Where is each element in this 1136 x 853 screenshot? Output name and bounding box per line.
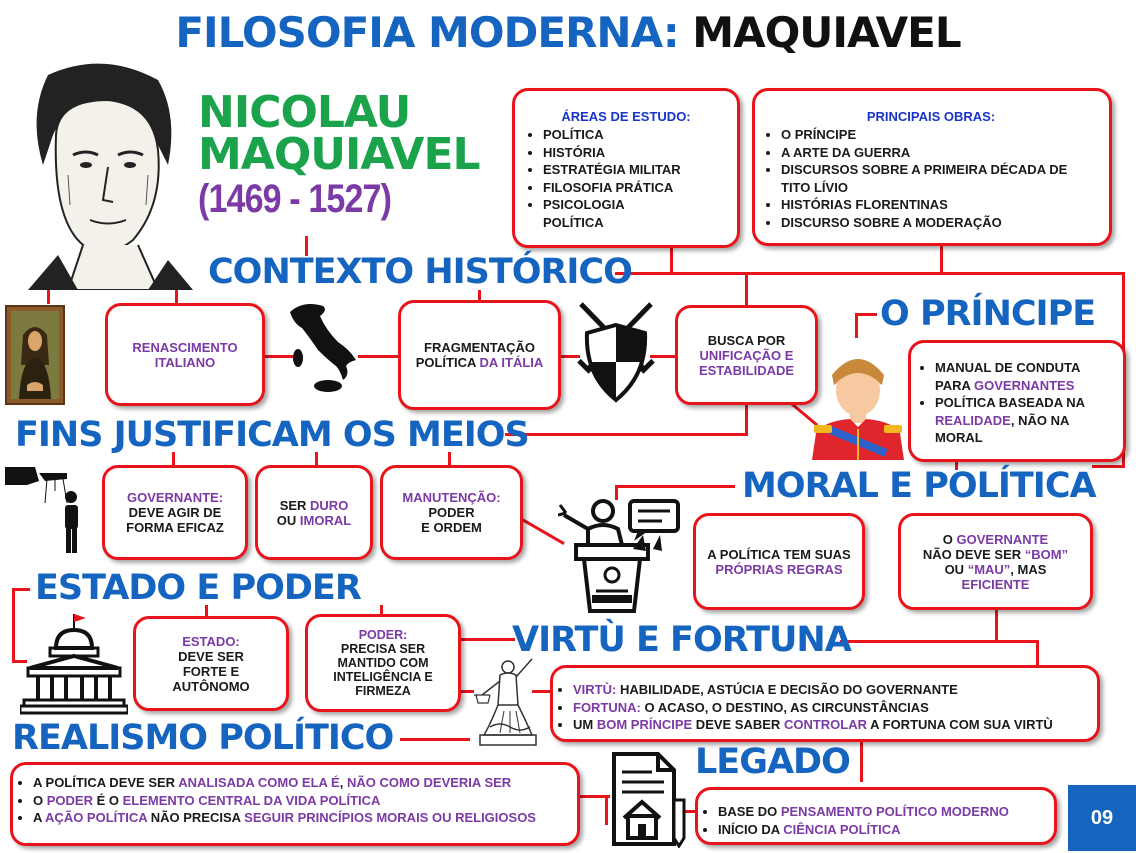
moral-heading: MORAL E POLÍTICA (742, 466, 1096, 506)
ser-duro-b: DURO (310, 497, 349, 513)
list-item (718, 803, 1046, 821)
legado-item2-b: CIÊNCIA POLÍTICA (783, 821, 901, 837)
italy-map-icon (288, 300, 363, 395)
gov-e: OU (944, 561, 968, 577)
obras-box (752, 88, 1112, 246)
virtu-list (553, 681, 1089, 734)
list-item (935, 359, 1113, 394)
realismo-box (10, 762, 580, 846)
legado-item1-b: PENSAMENTO POLÍTICO MODERNO (780, 804, 1009, 819)
capitol-building-icon (20, 610, 128, 715)
list-item: • HISTÓRIA (543, 144, 729, 162)
principe-box (908, 340, 1126, 462)
manutencao-line2: E ORDEM (421, 520, 482, 535)
realismo-item3-b: AÇÃO POLÍTICA (45, 810, 148, 825)
principe-item2-b: REALIDADE (935, 412, 1011, 428)
realismo-item1-a: A POLÍTICA DEVE SER (33, 775, 179, 790)
poder-label: PODER: (358, 628, 408, 642)
list-item: • FILOSOFIA PRÁTICA (543, 179, 729, 197)
gov-c: NÃO DEVE SER (922, 546, 1025, 562)
obras-title: PRINCIPAIS OBRAS: (866, 109, 996, 124)
principe-heading: O PRÍNCIPE (880, 294, 1096, 334)
fragmentacao-text (401, 340, 558, 370)
ser-duro-c: OU (276, 512, 300, 528)
gov-line2 (923, 547, 1068, 562)
poder-text: PRECISA SER MANTIDO COM INTELIGÊNCIA E FIRMEZA (333, 642, 433, 698)
machiavelli-portrait (8, 55, 198, 290)
virtu-heading: VIRTÙ E FORTUNA (512, 620, 851, 660)
areas-box (512, 88, 740, 248)
realismo-item2-a: O (33, 792, 47, 808)
legado-list (698, 803, 1046, 838)
legado-box (695, 787, 1057, 845)
ser-duro-line1 (280, 498, 349, 513)
gov-line4: EFICIENTE (961, 576, 1030, 592)
principe-item1-a: MANUAL DE CONDUTA PARA (935, 360, 1080, 393)
virtu-item3-b: BOM PRÍNCIPE (596, 717, 693, 732)
virtu-item1-a: VIRTÙ: (573, 682, 617, 697)
fragmentacao-text-b: DA ITÁLIA (479, 355, 544, 370)
politica-regras-text (706, 547, 852, 577)
realismo-item1-d: NÃO COMO DEVERIA SER (346, 775, 512, 790)
realismo-item3-a: A (33, 810, 46, 825)
renascimento-box (105, 303, 265, 406)
manutencao-box (380, 465, 523, 560)
fragmentacao-text-a: FRAGMENTAÇÃO POLÍTICA (415, 340, 535, 370)
virtu-item3-a: UM (573, 717, 597, 732)
estado-box (133, 616, 289, 711)
realismo-item2-d: ELEMENTO CENTRAL DA VIDA POLÍTICA (122, 792, 381, 808)
virtu-box (550, 665, 1100, 742)
ser-duro-box (255, 465, 373, 560)
list-item (935, 394, 1113, 447)
busca-box (675, 305, 818, 405)
politica-regras-box (693, 513, 865, 610)
estado-text: DEVE SER FORTE E AUTÔNOMO (172, 648, 250, 694)
list-item: • O PRÍNCIPE (781, 126, 1101, 144)
areas-list (523, 126, 729, 231)
politica-regras-b: PRÓPRIAS REGRAS (715, 561, 843, 577)
list-item (573, 699, 1089, 717)
realismo-list (13, 774, 567, 827)
gov-line1 (943, 532, 1048, 547)
page-number-badge (1068, 785, 1136, 851)
legado-item2-a: INÍCIO DA (718, 821, 784, 837)
list-item (33, 774, 567, 792)
realismo-item2-b: PODER (46, 792, 93, 808)
governante-text: DEVE AGIR DE FORMA EFICAZ (126, 505, 224, 535)
busca-text-b: UNIFICAÇÃO E ESTABILIDADE (698, 347, 795, 378)
busca-text-a: BUSCA POR (707, 332, 786, 348)
obras-list (761, 126, 1101, 231)
ser-duro-line2 (277, 513, 351, 528)
list-item (33, 809, 567, 827)
realismo-item3-d: SEGUIR PRINCÍPIOS MORAIS OU RELIGIOSOS (244, 810, 536, 825)
list-item (33, 792, 567, 810)
title-part2: MAQUIAVEL (692, 8, 961, 57)
busca-text (678, 333, 815, 378)
principe-item2-a: POLÍTICA BASEADA NA (935, 395, 1085, 410)
virtu-item3-d: CONTROLAR (783, 717, 867, 732)
manutencao-label: MANUTENÇÃO: (402, 490, 501, 505)
list-item: • DISCURSOS SOBRE A PRIMEIRA DÉCADA DE TITO LÍVIO (781, 161, 1091, 196)
name-line1: NICOLAU (198, 87, 411, 138)
ser-duro-a: SER (279, 497, 311, 513)
principe-item1-b: GOVERNANTES (974, 377, 1075, 393)
list-item: • HISTÓRIAS FLORENTINAS (781, 196, 1101, 214)
realismo-heading: REALISMO POLÍTICO (12, 718, 394, 758)
virtu-item2-b: O ACASO, O DESTINO, AS CIRCUNSTÂNCIAS (640, 699, 929, 715)
gov-line3 (945, 562, 1047, 577)
list-item: • DISCURSO SOBRE A MODERAÇÃO (781, 214, 1101, 232)
fortuna-statue-icon (470, 655, 545, 747)
governante-label: GOVERNANTE: (126, 490, 224, 505)
realismo-item1-b: ANALISADA COMO ELA É (178, 775, 340, 790)
name-line2: MAQUIAVEL (198, 129, 480, 180)
governante-box (102, 465, 248, 560)
realismo-item3-c: NÃO PRECISA (147, 810, 245, 825)
gov-a: O (942, 531, 957, 547)
manutencao-line1: PODER (428, 505, 475, 520)
principe-item2-c: , NÃO NA MORAL (935, 412, 1069, 445)
page-title (0, 8, 1136, 57)
realismo-item1-c: , (339, 775, 347, 790)
prince-icon (808, 345, 908, 460)
poder-box (305, 614, 461, 712)
virtu-item2-a: FORTUNA: (573, 699, 641, 715)
list-item: • A ARTE DA GUERRA (781, 144, 1101, 162)
title-part1: FILOSOFIA MODERNA: (175, 8, 679, 57)
legado-item1-a: BASE DO (718, 804, 781, 819)
ser-duro-d: IMORAL (299, 512, 352, 528)
legado-heading: LEGADO (695, 742, 850, 782)
gov-f: “MAU” (967, 561, 1011, 577)
gov-b: GOVERNANTE (956, 531, 1049, 547)
renascimento-text: RENASCIMENTO ITALIANO (132, 339, 238, 370)
list-item (718, 821, 1046, 839)
gov-g: , MAS (1010, 561, 1047, 577)
list-item: • POLÍTICA (543, 126, 729, 144)
list-item: • ESTRATÉGIA MILITAR (543, 161, 729, 179)
puppet-icon (5, 463, 100, 558)
contexto-heading: CONTEXTO HISTÓRICO (208, 252, 632, 292)
virtu-item3-e: A FORTUNA COM SUA VIRTÙ (866, 717, 1053, 732)
virtu-item1-b: HABILIDADE, ASTÚCIA E DECISÃO DO GOVERNANTE (616, 682, 958, 697)
fragmentacao-box (398, 300, 561, 410)
list-item: • PSICOLOGIA POLÍTICA (543, 196, 653, 231)
areas-title: ÁREAS DE ESTUDO: (561, 109, 691, 124)
virtu-item3-c: DEVE SABER (692, 717, 784, 732)
speaker-podium-icon (558, 495, 683, 615)
name-dates: (1469 - 1527) (198, 177, 392, 221)
estado-label: ESTADO: (182, 633, 240, 649)
gov-d: “BOM” (1024, 546, 1069, 562)
politica-regras-a: A POLÍTICA TEM SUAS (707, 546, 851, 562)
realismo-item2-c: É O (92, 792, 123, 808)
governante-eficiente-box (898, 513, 1093, 610)
shield-swords-icon (575, 300, 657, 405)
principe-list (915, 359, 1113, 447)
mona-lisa-icon (5, 305, 65, 405)
estado-heading: ESTADO E PODER (35, 568, 361, 608)
document-house-icon (608, 750, 686, 848)
page-number: 09 (1090, 806, 1114, 829)
name-block (198, 87, 480, 222)
list-item (573, 716, 1089, 734)
fins-heading: FINS JUSTIFICAM OS MEIOS (15, 415, 529, 455)
list-item (573, 681, 1089, 699)
